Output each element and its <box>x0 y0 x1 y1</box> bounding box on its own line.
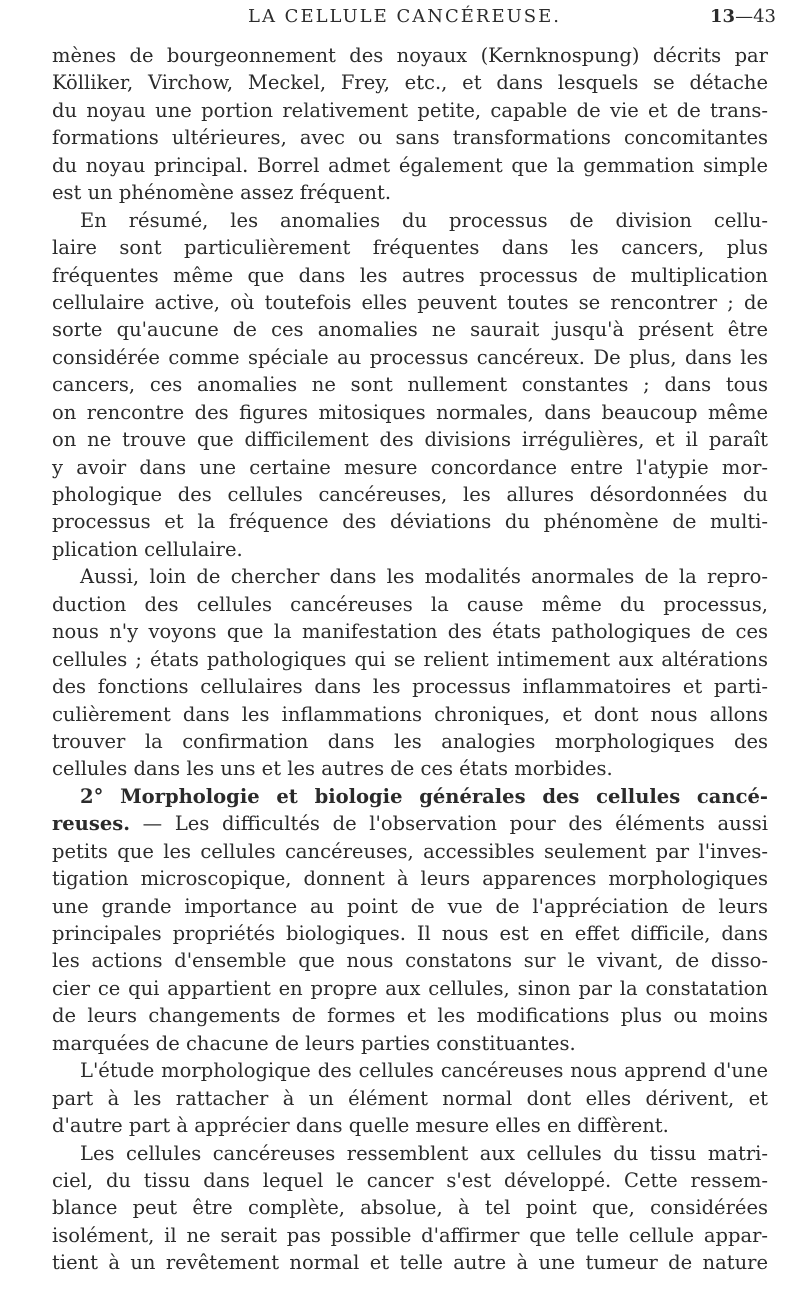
page-number-main: 13 <box>710 6 736 27</box>
body-text <box>52 42 768 1277</box>
line-text: culièrement dans les inflammations chroniques, et dont nous allons <box>52 702 768 726</box>
line-text: processus et la fréquence des déviations du phénomène de multi- <box>52 510 768 534</box>
text-line <box>52 536 768 563</box>
text-line <box>52 1194 768 1221</box>
line-text: tigation microscopique, donnent à leurs apparences morphologiques <box>52 867 768 891</box>
line-text: petits que les cellules cancéreuses, accessibles seulement par l'inves- <box>52 839 768 863</box>
line-text: est un phénomène assez fréquent. <box>52 181 392 205</box>
line-text: Les cellules cancéreuses ressemblent aux cellules du tissu matri- <box>80 1141 768 1165</box>
line-text: plication cellulaire. <box>52 537 243 561</box>
text-line <box>52 152 768 179</box>
section-heading: reuses. <box>52 812 131 836</box>
line-text: blance peut être complète, absolue, à tel point que, considérées <box>52 1196 768 1220</box>
line-text: sorte qu'aucune de ces anomalies ne saurait jusqu'à présent être <box>52 318 768 342</box>
text-line <box>52 316 768 343</box>
text-line <box>52 755 768 782</box>
text-line <box>52 481 768 508</box>
running-header <box>0 6 800 32</box>
text-line <box>52 1167 768 1194</box>
line-text: Kölliker, Virchow, Meckel, Frey, etc., et dans lesquels se détache <box>52 71 768 95</box>
text-line <box>52 920 768 947</box>
text-line <box>52 893 768 920</box>
page-number <box>710 6 776 27</box>
line-text: nous n'y voyons que la manifestation des états pathologiques de ces <box>52 620 768 644</box>
text-line <box>52 454 768 481</box>
text-line <box>52 426 768 453</box>
running-title: LA CELLULE CANCÉREUSE. <box>248 6 561 27</box>
line-text: Aussi, loin de chercher dans les modalités anormales de la repro- <box>80 565 768 589</box>
line-text: fréquentes même que dans les autres processus de multiplication <box>52 263 768 287</box>
text-line <box>52 179 768 206</box>
text-line <box>52 207 768 234</box>
text-line <box>52 783 768 810</box>
text-line <box>52 591 768 618</box>
page-number-sub: —43 <box>735 6 776 27</box>
text-line <box>52 1140 768 1167</box>
line-text: les actions d'ensemble que nous constatons sur le vivant, de disso- <box>52 949 768 973</box>
line-text: du noyau une portion relativement petite, capable de vie et de trans- <box>52 98 768 122</box>
text-line <box>52 1112 768 1139</box>
text-line <box>52 42 768 69</box>
text-line <box>52 838 768 865</box>
line-text: tient à un revêtement normal et telle autre à une tumeur de nature <box>52 1251 768 1275</box>
text-line <box>52 1222 768 1249</box>
line-text: phologique des cellules cancéreuses, les allures désordonnées du <box>52 483 768 506</box>
text-line <box>52 1249 768 1276</box>
text-line <box>52 947 768 974</box>
line-text: de leurs changements de formes et les modifications plus ou moins <box>52 1004 768 1028</box>
text-line <box>52 728 768 755</box>
line-text: des fonctions cellulaires dans les processus inflammatoires et parti- <box>52 675 768 699</box>
section-heading: 2° Morphologie et biologie générales des cellules cancé- <box>80 784 768 808</box>
line-text: principales propriétés biologiques. Il nous est en effet difficile, dans <box>52 922 768 945</box>
text-line <box>52 371 768 398</box>
line-text: cellulaire active, où toutefois elles peuvent toutes se rencontrer ; de <box>52 290 768 314</box>
text-line <box>52 563 768 590</box>
text-line <box>52 262 768 289</box>
text-line <box>52 69 768 96</box>
line-text: du noyau principal. Borrel admet également que la gemmation simple <box>52 153 768 177</box>
line-text: cancers, ces anomalies ne sont nullement constantes ; dans tous <box>52 373 768 397</box>
line-text: cellules ; états pathologiques qui se relient intimement aux altérations <box>52 647 768 671</box>
line-text: laire sont particulièrement fréquentes dans les cancers, plus <box>52 236 768 260</box>
text-line <box>52 673 768 700</box>
line-text: y avoir dans une certaine mesure concordance entre l'atypie mor- <box>52 455 768 479</box>
line-text: ciel, du tissu dans lequel le cancer s'est développé. Cette ressem- <box>52 1168 768 1192</box>
line-text: duction des cellules cancéreuses la cause même du processus, <box>52 592 768 616</box>
text-line <box>52 975 768 1002</box>
line-text: d'autre part à apprécier dans quelle mesure elles en diffèrent. <box>52 1114 669 1138</box>
line-text: — Les difficultés de l'observation pour des éléments aussi <box>130 812 768 836</box>
text-line <box>52 124 768 151</box>
text-line <box>52 97 768 124</box>
line-text: on ne trouve que difficilement des divisions irrégulières, et il paraît <box>52 428 768 452</box>
text-line <box>52 865 768 892</box>
text-line <box>52 399 768 426</box>
line-text: formations ultérieures, avec ou sans transformations concomitantes <box>52 126 768 150</box>
text-line <box>52 1030 768 1057</box>
line-text: L'étude morphologique des cellules cancéreuses nous apprend d'une <box>80 1059 768 1083</box>
text-line <box>52 508 768 535</box>
text-line <box>52 1057 768 1084</box>
line-text: considérée comme spéciale au processus cancéreux. De plus, dans les <box>52 345 768 369</box>
line-text: isolément, il ne serait pas possible d'affirmer que telle cellule appar- <box>52 1223 768 1247</box>
text-line <box>52 618 768 645</box>
line-text: cier ce qui appartient en propre aux cellules, sinon par la constatation <box>52 976 768 1000</box>
text-line <box>52 344 768 371</box>
text-line <box>52 1085 768 1112</box>
line-text: marquées de chacune de leurs parties constituantes. <box>52 1031 576 1055</box>
line-text: mènes de bourgeonnement des noyaux (Kernknospung) décrits par <box>52 44 768 67</box>
line-text: une grande importance au point de vue de l'appréciation de leurs <box>52 894 768 918</box>
text-line <box>52 1002 768 1029</box>
line-text: En résumé, les anomalies du processus de division cellu- <box>80 208 768 232</box>
text-line <box>52 646 768 673</box>
text-line <box>52 289 768 316</box>
line-text: on rencontre des figures mitosiques normales, dans beaucoup même <box>52 400 768 424</box>
text-line <box>52 701 768 728</box>
line-text: trouver la confirmation dans les analogies morphologiques des <box>52 729 768 753</box>
line-text: cellules dans les uns et les autres de ces états morbides. <box>52 757 613 781</box>
line-text: part à les rattacher à un élément normal dont elles dérivent, et <box>52 1086 768 1110</box>
text-line <box>52 234 768 261</box>
text-line <box>52 810 768 837</box>
